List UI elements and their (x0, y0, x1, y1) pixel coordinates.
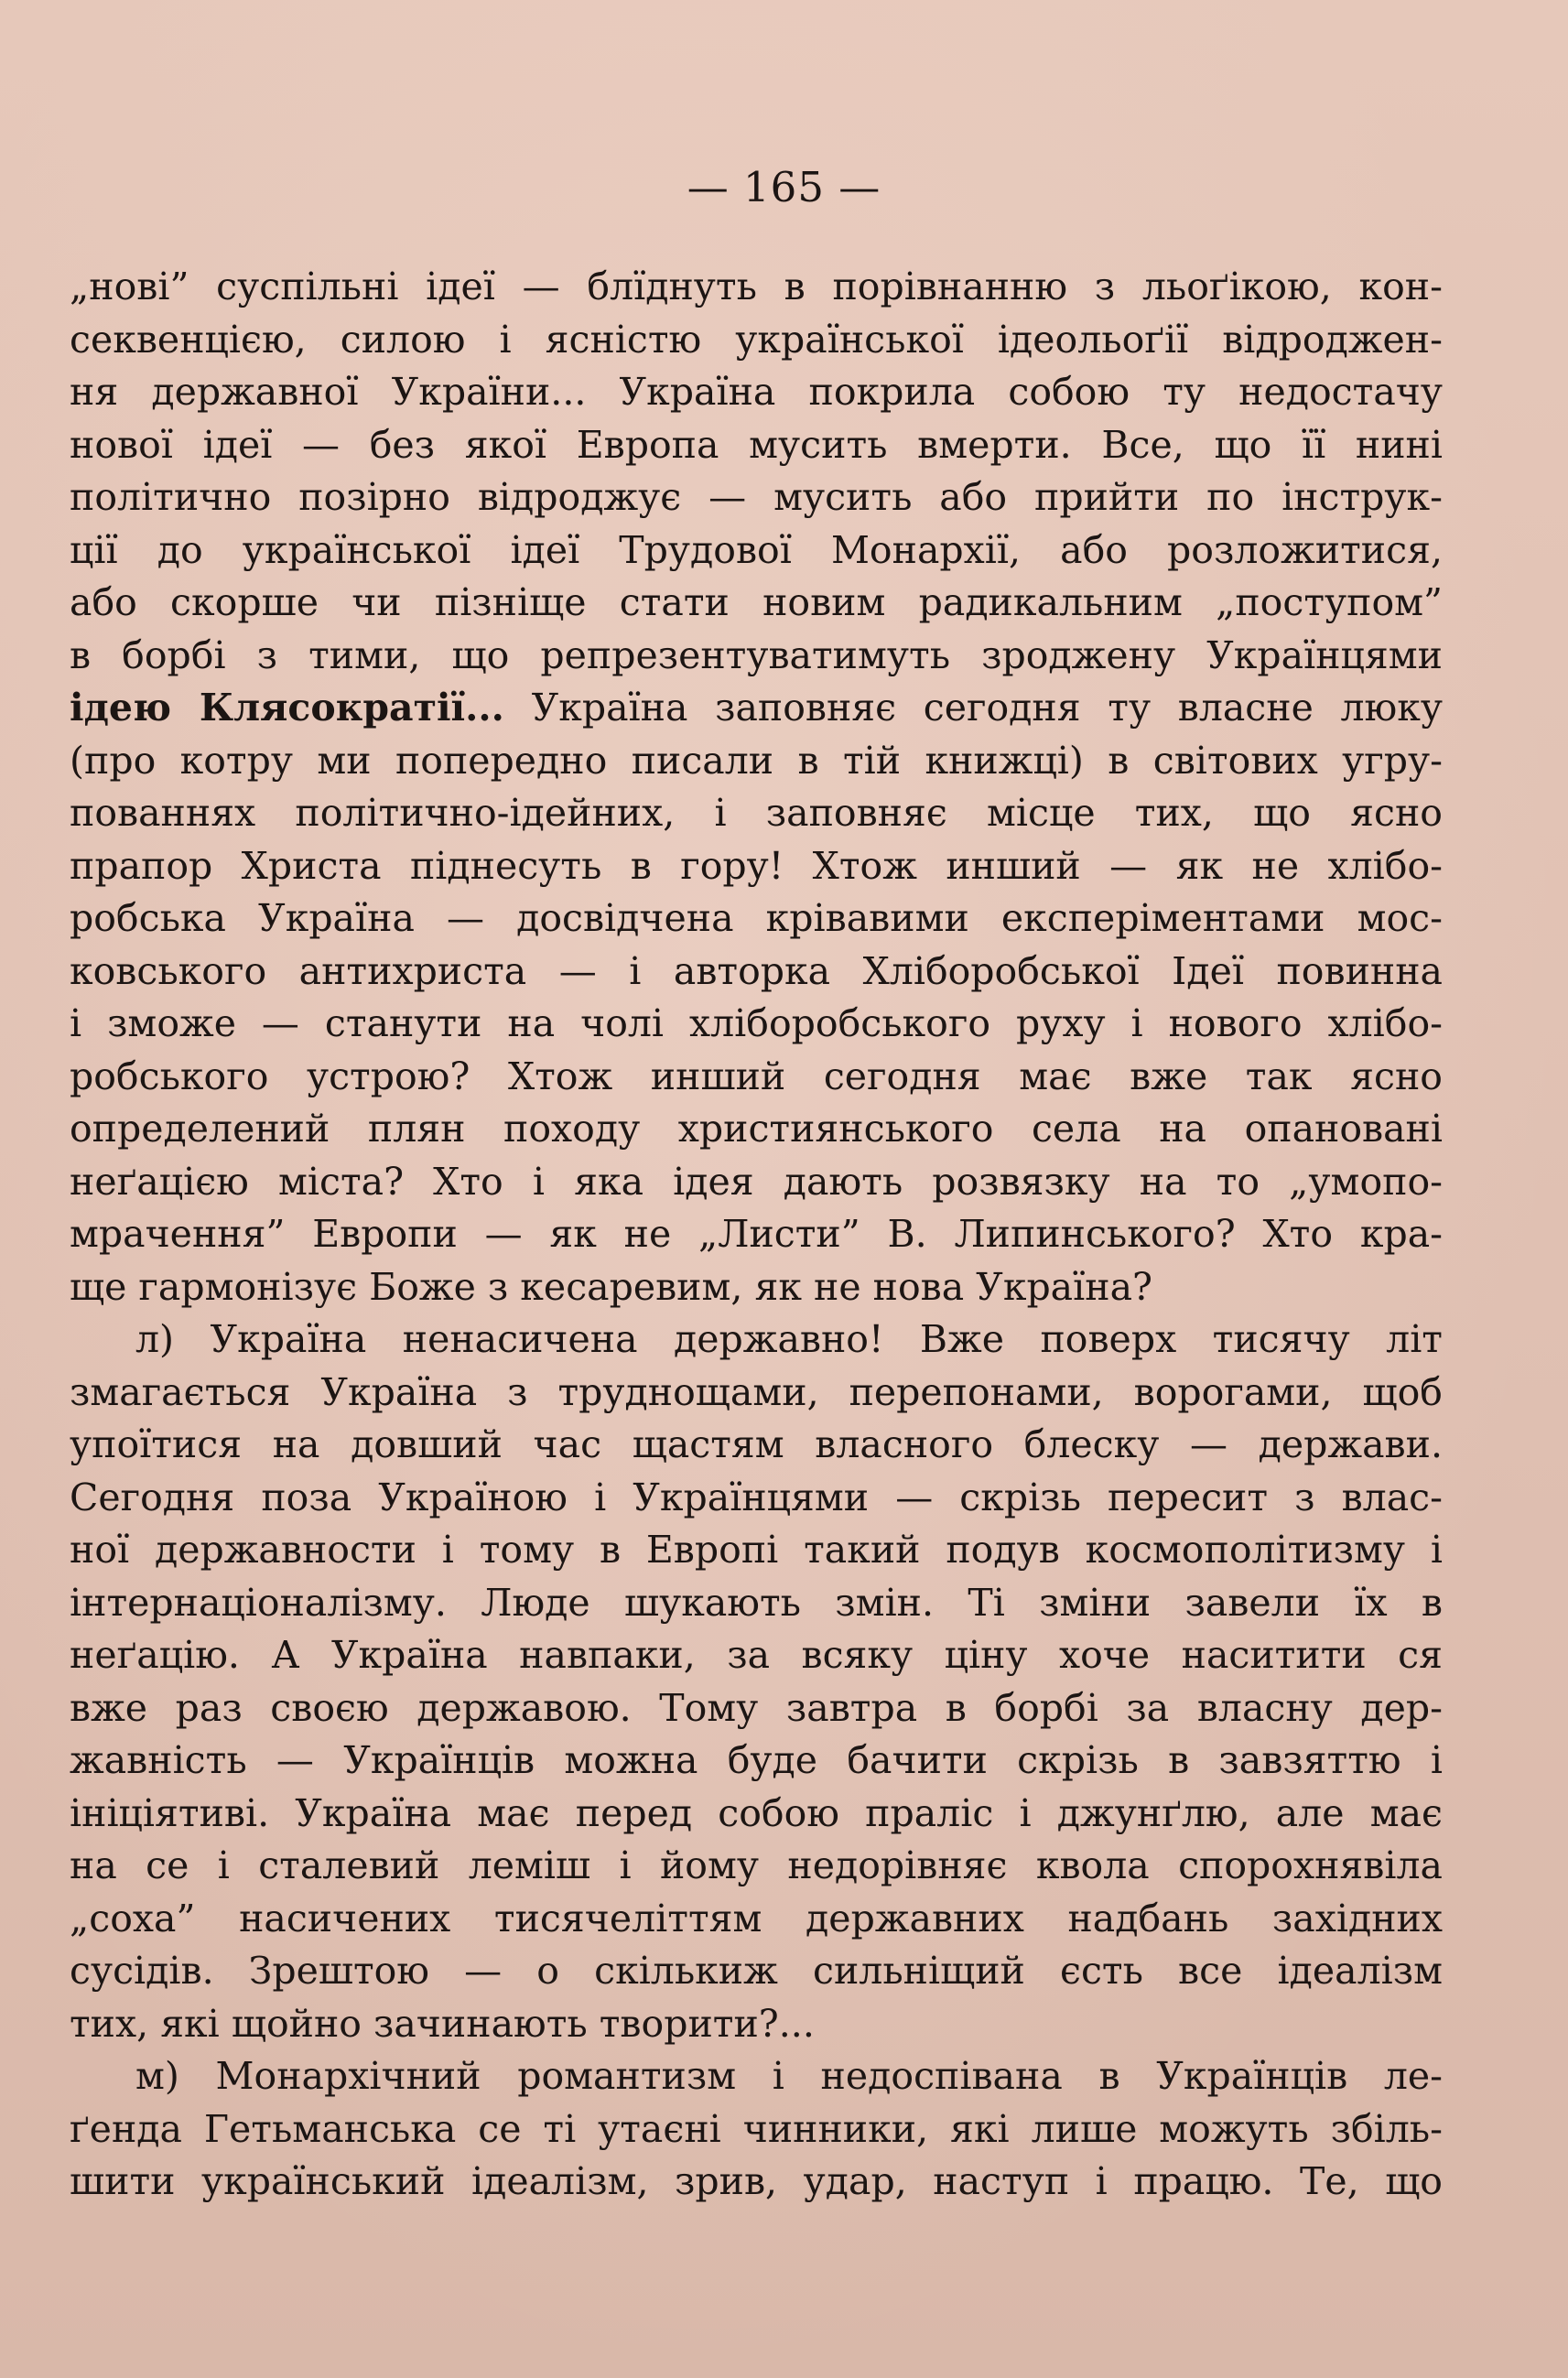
bold-phrase: ідею Клясократії... (70, 686, 504, 730)
line-text: сусідів. Зрештою — о скількиж сильніщий єсть все ідеалізм (70, 1949, 1443, 1993)
text-line (70, 1103, 1443, 1156)
line-text: прапор Христа піднесуть в гору! Хтож инший — як не хлібо- (70, 843, 1443, 888)
text-line (70, 471, 1443, 524)
text-line (70, 1893, 1443, 1946)
text-line (70, 314, 1443, 367)
text-line (70, 2103, 1443, 2156)
text-line (70, 1051, 1443, 1104)
text-line (70, 1367, 1443, 1420)
text-line (70, 577, 1443, 630)
text-line (70, 1945, 1443, 1998)
line-text: на се і сталевий леміш і йому недорівняє квола спорохнявіла (70, 1843, 1443, 1887)
text-line (70, 630, 1443, 683)
text-line (70, 735, 1443, 788)
line-text: або скорше чи пізніще стати новим радикальним „поступом” (70, 580, 1443, 624)
text-line (70, 840, 1443, 893)
text-line (70, 366, 1443, 419)
line-text: ної державности і тому в Европі такий подув космополітизму і (70, 1528, 1443, 1572)
line-text: упоїтися на довший час щастям власного блеску — держави. (70, 1422, 1443, 1466)
line-text: ковського антихриста — і авторка Хліборобської Ідеї повинна (70, 948, 1443, 993)
text-line (70, 998, 1443, 1051)
line-text: мрачення” Европи — як не „Листи” В. Липинського? Хто кра- (70, 1212, 1443, 1256)
line-text: Сегодня поза Україною і Українцями — скрізь пересит з влас- (70, 1475, 1443, 1519)
text-line (70, 1419, 1443, 1472)
line-text: ції до української ідеї Трудової Монархії, або розложитися, (70, 527, 1443, 572)
line-text: м) Монархічний романтизм і недоспівана в Українців ле- (135, 2054, 1443, 2098)
text-line (70, 261, 1443, 314)
text-line (70, 524, 1443, 578)
line-text: робська Україна — досвідчена крівавими експеріментами мос- (70, 896, 1443, 940)
line-text: неґацію. А Україна навпаки, за всяку ціну хоче наситити ся (70, 1633, 1443, 1677)
line-text: вже раз своєю державою. Тому завтра в борбі за власну дер- (70, 1685, 1443, 1730)
line-text: (про котру ми попередно писали в тій книжці) в світових угру- (70, 738, 1443, 783)
text-line (70, 892, 1443, 946)
line-text: і зможе — станути на чолі хліборобського руху і нового хлібо- (70, 1001, 1443, 1045)
line-text: неґацією міста? Хто і яка ідея дають розвязку на то „умопо- (70, 1159, 1443, 1204)
line-text: змагається Україна з труднощами, перепонами, ворогами, щоб (70, 1369, 1443, 1414)
text-line (70, 787, 1443, 840)
text-line (70, 1156, 1443, 1209)
text-line (70, 1472, 1443, 1525)
line-text: політично позірно відроджує — мусить або прийти по інструк- (70, 475, 1443, 519)
text-line (70, 1208, 1443, 1261)
text-line (70, 2156, 1443, 2209)
text-line (70, 1998, 1443, 2051)
line-text: Україна заповняє сегодня ту власне люку (503, 686, 1443, 730)
line-text: секвенцією, силою і ясністю української ідеольоґії відроджен- (70, 317, 1443, 362)
text-line (70, 1840, 1443, 1893)
text-line (70, 419, 1443, 472)
line-text: ня державної України... Україна покрила собою ту недостачу (70, 370, 1443, 414)
line-text: тих, які щойно зачинають творити?... (70, 2001, 815, 2046)
text-line (70, 1577, 1443, 1630)
line-text: шити український ідеалізм, зрив, удар, наступ і працю. Те, що (70, 2159, 1443, 2203)
line-text: в борбі з тими, що репрезентуватимуть зроджену Українцями (70, 632, 1443, 677)
line-text: інтернаціоналізму. Люде шукають змін. Ті зміни завели їх в (70, 1580, 1443, 1625)
text-line (70, 1788, 1443, 1841)
line-text: пованнях політично-ідейних, і заповняє місце тих, що ясно (70, 791, 1443, 835)
line-text: нової ідеї — без якої Европа мусить вмерти. Все, що її нині (70, 422, 1443, 467)
text-line (70, 1524, 1443, 1577)
page-number: — 165 — (687, 163, 881, 211)
line-text: жавність — Українців можна буде бачити скрізь в завзяттю і (70, 1738, 1443, 1782)
line-text: „соха” насичених тисячеліттям державних надбань західних (70, 1896, 1443, 1940)
text-line (70, 1735, 1443, 1788)
line-text: ініціятиві. Україна має перед собою праліс і джунґлю, але має (70, 1790, 1443, 1835)
line-text: „нові” суспільні ідеї — блїднуть в порівнанню з льоґікою, кон- (70, 265, 1443, 308)
line-text: л) Україна ненасичена державно! Вже поверх тисячу літ (135, 1317, 1443, 1361)
text-line (70, 1261, 1443, 1314)
text-line (70, 946, 1443, 999)
text-line (70, 1682, 1443, 1735)
line-text: робського устрою? Хтож инший сегодня має вже так ясно (70, 1054, 1443, 1098)
line-text: ще гармонізує Боже з кесаревим, як не нова Україна? (70, 1264, 1152, 1309)
text-line (70, 1629, 1443, 1682)
line-text: определений плян походу християнського села на опановані (70, 1107, 1443, 1151)
text-line (70, 1313, 1443, 1367)
line-text: ґенда Гетьманська се ті утаєні чинники, які лише можуть збіль- (70, 2106, 1443, 2151)
text-line (70, 682, 1443, 735)
text-line (70, 2050, 1443, 2103)
body-text (70, 261, 1443, 2209)
